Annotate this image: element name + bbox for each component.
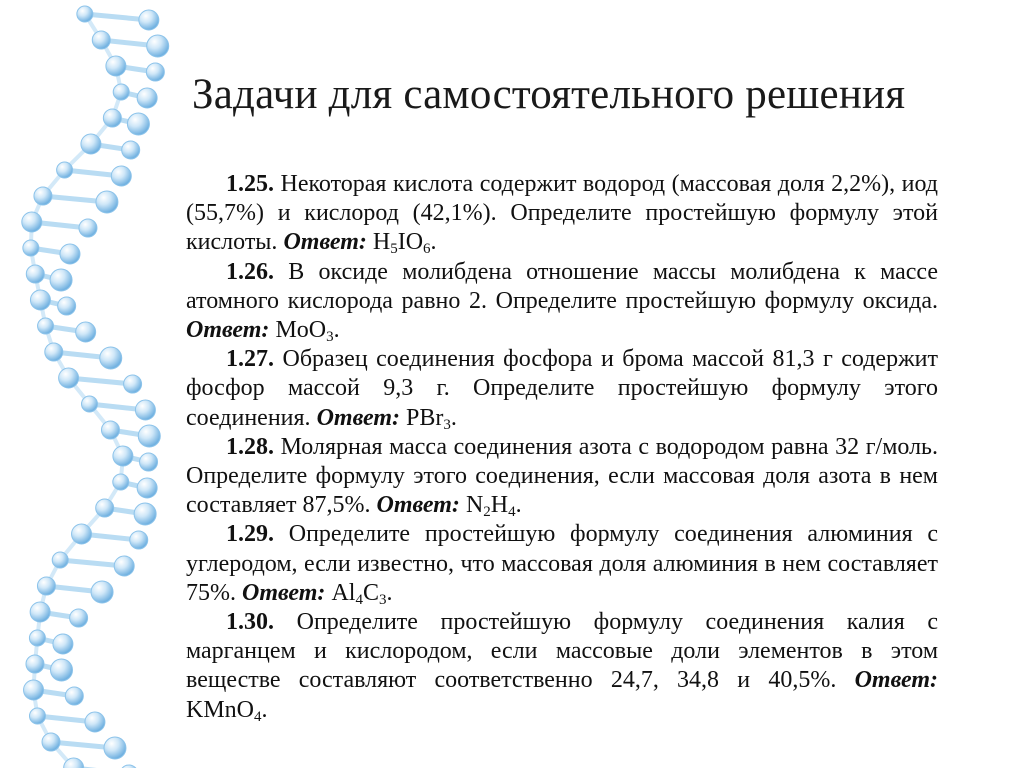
molecule-atom — [138, 425, 160, 447]
answer-label: Ответ: — [283, 229, 367, 256]
molecule-atom — [37, 577, 55, 595]
molecule-atom — [29, 630, 45, 646]
answer-label: Ответ: — [316, 404, 400, 431]
problem-text: Определите простейшую формулу соединения алюминия с углеродом, если известно, что массовая доля алюминия в нем составляет 75%. — [186, 521, 939, 606]
problem-text: Определите простейшую формулу соединения калия с марганцем и кислородом, если массовые доли элементов в этом веществе составляют соответственно 24,7, 34,8 и 40,5%. — [186, 609, 938, 694]
molecule-atom — [113, 84, 129, 100]
molecule-atom — [51, 659, 73, 681]
problem-item — [186, 170, 938, 258]
molecule-atom — [72, 524, 92, 544]
molecule-atom — [24, 680, 44, 700]
answer-label: Ответ: — [242, 579, 326, 606]
problem-item — [186, 345, 938, 433]
problem-item — [186, 258, 938, 346]
answer-formula: $H_5IO_6$. — [372, 229, 437, 258]
molecule-atom — [79, 219, 97, 237]
molecule-atom — [96, 499, 114, 517]
molecule-atom — [92, 31, 110, 49]
molecule-atom — [81, 134, 101, 154]
molecule-atom — [52, 552, 68, 568]
molecule-atom — [57, 162, 73, 178]
molecule-atom — [135, 400, 155, 420]
molecule-atom — [30, 602, 50, 622]
molecule-atom — [114, 556, 134, 576]
slide-title: Задачи для самостоятельного решения — [192, 71, 906, 118]
molecule-atom — [50, 269, 72, 291]
molecule-atom — [59, 368, 79, 388]
answer-label: Ответ: — [186, 317, 270, 344]
answer-label: Ответ: — [854, 667, 939, 694]
answer-formula: $Al_4C_3$. — [331, 579, 393, 608]
molecule-atom — [76, 322, 96, 342]
answer-label: Ответ: — [376, 492, 460, 519]
molecule-atom — [122, 141, 140, 159]
problem-number: 1.27. — [226, 346, 274, 373]
problem-item — [186, 433, 938, 521]
problem-text: В оксиде молибдена отношение массы молибдена к массе атомного кислорода равно 2. Определите простейшую формулу оксида. — [186, 258, 939, 314]
molecule-atom — [106, 56, 126, 76]
molecule-atom — [85, 712, 105, 732]
molecule-atom — [113, 446, 133, 466]
answer-formula: KMnO$_4$. — [186, 696, 268, 725]
molecule-atom — [91, 581, 113, 603]
molecule-atom — [82, 396, 98, 412]
molecule-atom — [113, 474, 129, 490]
molecule-atom — [23, 240, 39, 256]
molecule-atom — [104, 737, 126, 759]
answer-formula: PBr$_3$. — [406, 404, 457, 433]
problem-list — [186, 170, 938, 725]
molecule-atom — [38, 318, 54, 334]
molecule-atom — [77, 6, 93, 22]
molecule-atom — [137, 88, 157, 108]
molecule-atom — [96, 191, 118, 213]
molecule-atom — [34, 187, 52, 205]
problem-number: 1.30. — [226, 609, 274, 636]
molecule-atom — [22, 212, 42, 232]
problem-text: Молярная масса соединения азота с водородом равна 32 г/моль. Определите формулу этого соединения, если массовая доля азота в нем составляет 87,5%. — [186, 433, 938, 519]
molecule-atom — [60, 244, 80, 264]
answer-formula: MoO$_3$. — [275, 317, 340, 346]
problem-text: Некоторая кислота содержит водород (массовая доля 2,2%), иод (55,7%) и кислород (42,1%). Определите простейшую формулу этой кислоты. — [186, 171, 939, 256]
molecule-atom — [100, 347, 122, 369]
problem-item — [186, 608, 938, 725]
molecule-atom — [124, 375, 142, 393]
molecule-atom — [147, 35, 169, 57]
molecule-atom — [26, 265, 44, 283]
problem-item — [186, 520, 938, 608]
molecule-atom — [29, 708, 45, 724]
molecule-atom — [30, 290, 50, 310]
problem-number: 1.28. — [226, 433, 274, 460]
molecule-atom — [101, 421, 119, 439]
molecule-atom — [26, 655, 44, 673]
molecule-atom — [70, 609, 88, 627]
molecule-atom — [130, 531, 148, 549]
molecule-atom — [65, 687, 83, 705]
molecule-atom — [137, 478, 157, 498]
molecule-atom — [53, 634, 73, 654]
molecule-atom — [134, 503, 156, 525]
molecule-atom — [139, 10, 159, 30]
molecule-atom — [127, 113, 149, 135]
molecule-atom — [42, 733, 60, 751]
molecule-atom — [103, 109, 121, 127]
molecule-atom — [140, 453, 158, 471]
problem-number: 1.29. — [226, 521, 274, 548]
molecule-atom — [146, 63, 164, 81]
problem-number: 1.25. — [226, 171, 274, 197]
answer-formula: $N_2H_4$. — [465, 492, 522, 521]
problem-number: 1.26. — [226, 258, 274, 285]
problem-text: Образец соединения фосфора и брома массой 81,3 г содержит фосфор массой 9,3 г. Определите простейшую формулу этого соединения. — [186, 346, 938, 431]
molecule-atom — [45, 343, 63, 361]
molecule-atom — [58, 297, 76, 315]
molecule-atom — [111, 166, 131, 186]
